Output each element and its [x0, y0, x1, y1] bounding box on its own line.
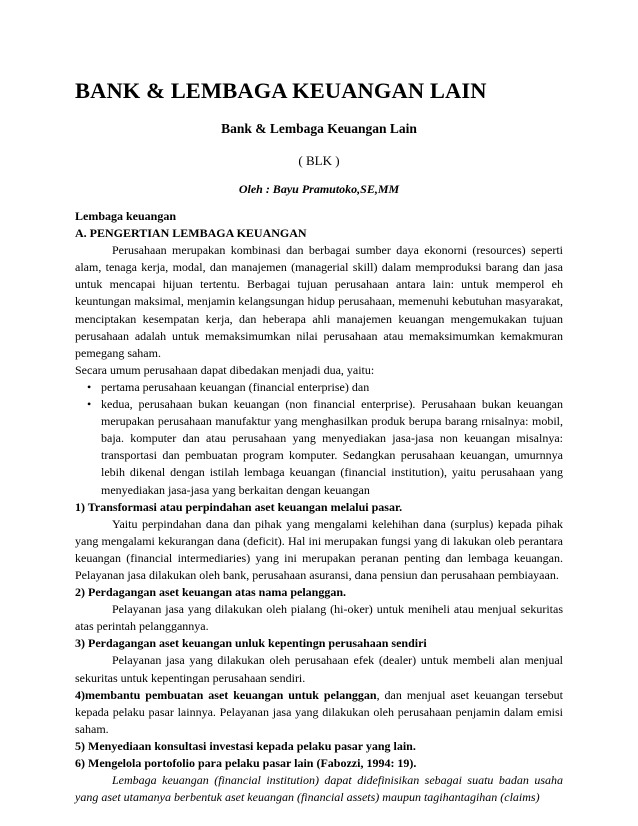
list-item-text: pertama perusahaan keuangan (financial enterprise) dan [101, 379, 370, 394]
item-3-text: Pelayanan jasa yang dilakukan oleh perusahaan efek (dealer) untuk membeli alan menjual sekuritas untuk kepentingan perusahaan sendiri. [75, 653, 563, 685]
list-item-text: kedua, perusahaan bukan keuangan (non financial enterprise). Perusahaan bukan keuangan merupakan perusahaan manufaktur yang menghasilkan produk berupa barang rnisalnya: mobil, baja. komputer dan atau perusahaan yang menyediakan jasa-jasa non keuangan misalnya: transportasi dan pembuatan program komputer. Sedangkan perusahaan keuangan, umurnnya lebih dikenal dengan istilah lembaga keuangan (financial institution), yaitu perusahaan yang menyediakan jasa-jasa yang berkaitan dengan keuangan [101, 397, 563, 497]
document-subtitle: Bank & Lembaga Keuangan Lain [221, 121, 417, 136]
section-a-heading: A. PENGERTIAN LEMBAGA KEUANGAN [75, 226, 307, 241]
enterprise-type-list [75, 379, 563, 499]
bullet-icon: • [87, 379, 92, 394]
course-code: ( BLK ) [298, 153, 340, 168]
item-2-heading: 2) Perdagangan aset keuangan atas nama pelanggan. [75, 585, 347, 600]
item-3-heading: 3) Perdagangan aset keuangan unluk kepentingn perusahaan sendiri [75, 636, 427, 651]
item-4-paragraph [75, 687, 563, 738]
item-6-heading: 6) Mengelola portofolio para pelaku pasar lain (Fabozzi, 1994: 19). [75, 756, 417, 770]
division-intro: Secara umum perusahaan dapat dibedakan menjadi dua, yaitu: [75, 362, 375, 377]
document-title: BANK & LEMBAGA KEUANGAN LAIN [75, 78, 487, 103]
item-5-heading: 5) Menyediaan konsultasi investasi kepada pelaku pasar yang lain. [75, 738, 416, 753]
item-1-heading: 1) Transformasi atau perpindahan aset keuangan melalui pasar. [75, 499, 403, 514]
list-item [75, 396, 563, 499]
document-body [75, 208, 563, 806]
item-1-text: Yaitu perpindahan dana dan pihak yang mengalami kelehihan dana (surplus) kepada pihak yang mengalami kekurangan dana (deficit). Hal ini merupakan fungsi yang di lakukan oleb perantara keuangan (financial intermediaries) yang ini merupakan peranan penting dan lembaga keuangan. Pelayanan jasa dilakukan oleh bank, perusahaan asuransi, dana pensiun dan perusahaan pembiayaan. [75, 516, 563, 582]
section-label: Lembaga keuangan [75, 209, 177, 223]
author-line: Oleh : Bayu Pramutoko,SE,MM [238, 182, 400, 196]
intro-paragraph: Perusahaan merupakan kombinasi dan berbagai sumber daya ekonorni (resources) seperti alam, tenaga kerja, modal, dan manajemen (managerial skill) dalam memproduksi barang dan jasa untuk mencapai hijuan tertentu. Berbagai tujuan perusahaan antara lain: untuk memperol eh keuntungan maksimal, menjamin kelangsungan hidup perusahaan, memenuhi kebutuhan masyarakat, menciptakan kesempatan kerja, dan heberapa ahli manajemen keuangan mengemukakan tujuan perusahaan adalah untuk memaksimumkan nilai perusahaan atau memaksimumkan kemakmuran pemegang saham. [75, 243, 563, 360]
bullet-icon: • [87, 397, 92, 412]
closing-paragraph: Lembaga keuangan (financial institution) dapat didefinisikan sebagai suatu badan usaha yang aset utamanya berbentuk aset keuangan (financial assets) maupun tagihantagihan (claims) [75, 773, 563, 805]
list-item [75, 379, 563, 396]
item-2-text: Pelayanan jasa yang dilakukan oleh pialang (hi-oker) untuk meniheli atau menjual sekuritas atas perintah pelanggannya. [75, 602, 563, 634]
item-4-heading: 4)membantu pembuatan aset keuangan untuk pelanggan [75, 687, 377, 702]
item-4-text: , dan menjual aset keuangan tersebut kepada pelaku pasar lainnya. Pelayanan jasa yang dilakukan oleh perusahaan penjamin dalam emisi saham. [75, 687, 563, 736]
